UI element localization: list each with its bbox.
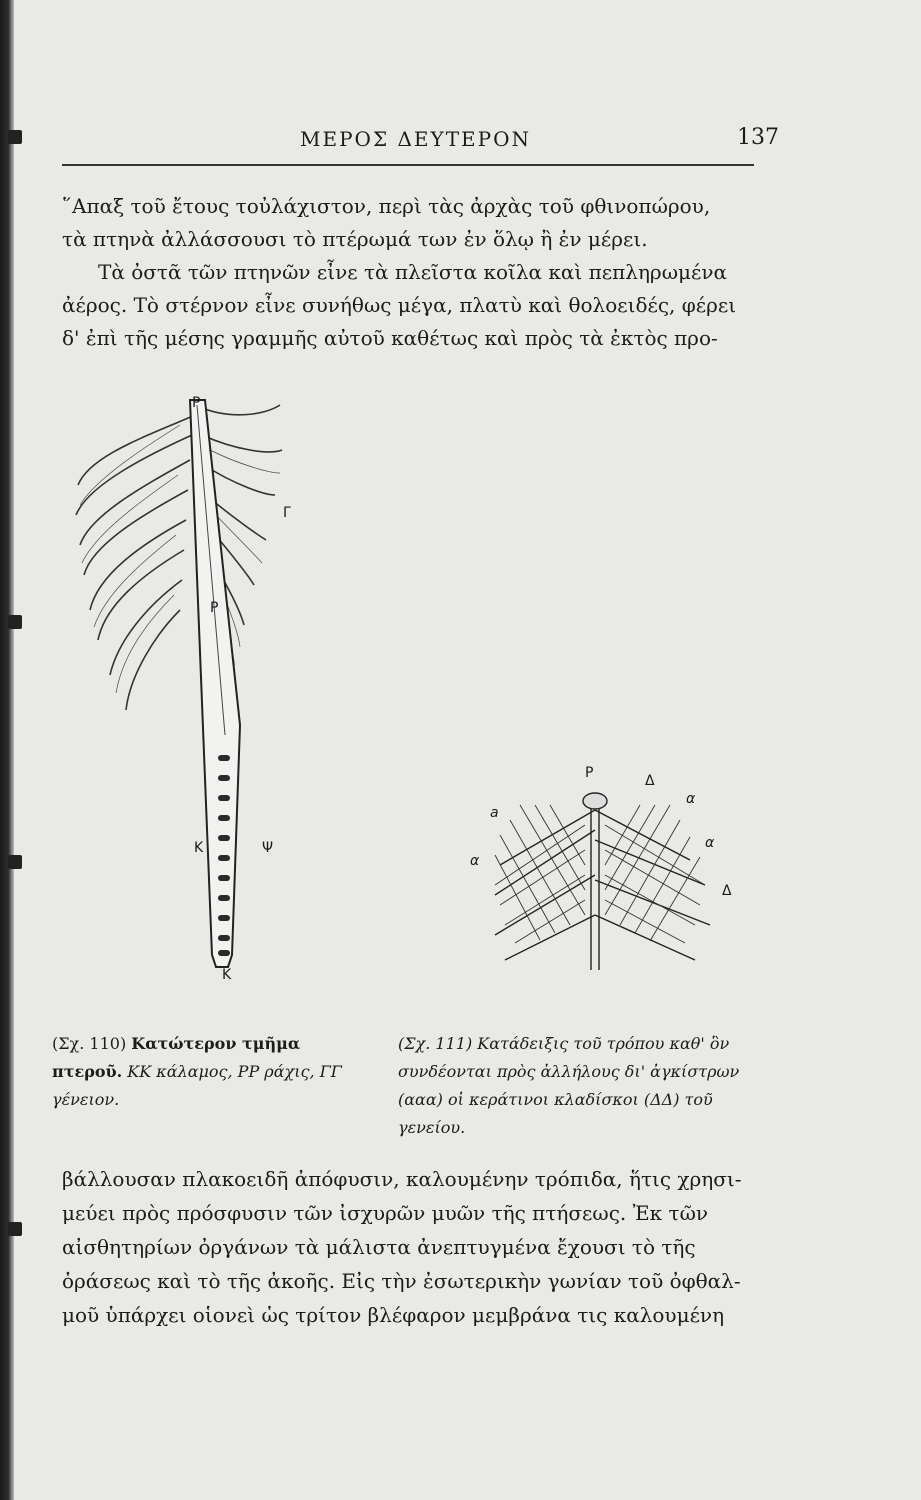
closing-paragraph (62, 1162, 767, 1332)
text-line: ῞Απαξ τοῦ ἔτους τοὐλάχιστον, περὶ τὰς ἀρχὰς τοῦ φθινοπώρου, (62, 194, 711, 218)
feather-figure (70, 395, 320, 995)
text-line: ἀέρος. Τὸ στέρνον εἶνε συνήθως μέγα, πλατὺ καὶ θολοειδές, φέρει (62, 293, 737, 317)
feather-label-calamus-left: K (194, 840, 204, 856)
barb-label-rachis: P (585, 765, 594, 781)
binding-thread-mark (8, 615, 22, 629)
barb-label-hook-left: a (490, 805, 499, 821)
text-line: ὁράσεως καὶ τὸ τῆς ἀκοῆς. Εἰς τὴν ἐσωτερικὴν γωνίαν τοῦ ὀφθαλ- (62, 1269, 741, 1293)
text-line: δ' ἐπὶ τῆς μέσης γραμμῆς αὐτοῦ καθέτως καὶ πρὸς τὰ ἐκτὸς προ- (62, 326, 718, 350)
barb-hook-drawing (460, 765, 750, 980)
barb-hook-figure (460, 765, 750, 980)
feather-label-vane: Γ (283, 505, 291, 521)
barb-label-barb-right: Δ (722, 883, 732, 899)
text-line: μοῦ ὑπάρχει οἱονεὶ ὡς τρίτον βλέφαρον μεμβράνα τις καλουμένη (62, 1303, 725, 1327)
figure-110-caption (52, 1030, 372, 1114)
text-line: τὰ πτηνὰ ἀλλάσσουσι τὸ πτέρωμά των ἐν ὅλῳ ἢ ἐν μέρει. (62, 227, 648, 251)
intro-paragraph (62, 190, 767, 355)
text-line: μεύει πρὸς πρόσφυσιν τῶν ἰσχυρῶν μυῶν τῆς πτήσεως. Ἐκ τῶν (62, 1201, 709, 1225)
figure-110-number: (Σχ. 110) (52, 1034, 127, 1053)
figure-111-body: Κατάδειξις τοῦ τρόπου καθ' ὃν συνδέονται πρὸς ἀλλήλους δι' ἀγκίστρων (ααα) οἱ κεράτινοι κλαδίσκοι (ΔΔ) τοῦ γενείου. (398, 1034, 740, 1137)
binding-thread-mark (8, 1222, 22, 1236)
text-line: αἰσθητηρίων ὀργάνων τὰ μάλιστα ἀνεπτυγμένα ἔχουσι τὸ τῆς (62, 1235, 696, 1259)
binding-thread-mark (8, 130, 22, 144)
feather-label-calamus-bottom: K (222, 967, 232, 983)
book-binding-shadow (0, 0, 14, 1500)
text-line: βάλλουσαν πλακοειδῆ ἀπόφυσιν, καλουμένην τρόπιδα, ἥτις χρησι- (62, 1167, 742, 1191)
running-header (62, 125, 779, 163)
running-title: ΜΕΡΟΣ ΔΕΥΤΕΡΟΝ (300, 127, 531, 151)
header-rule (62, 164, 754, 166)
feather-drawing (70, 395, 320, 995)
barb-label-hook-lower-left: α (470, 853, 480, 869)
figure-111-number: (Σχ. 111) (398, 1034, 473, 1053)
page-number: 137 (737, 125, 779, 150)
barb-label-barb-top: Δ (645, 773, 655, 789)
feather-label-psi: Ψ (262, 840, 274, 856)
figure-110-title: Κατώτερον τμῆμα πτεροῦ. (52, 1034, 301, 1081)
text-line: Τὰ ὀστᾶ τῶν πτηνῶν εἶνε τὰ πλεῖστα κοῖλα καὶ πεπληρωμένα (98, 260, 728, 284)
barb-label-hook-lower-right: α (705, 835, 715, 851)
figure-111-caption (398, 1030, 768, 1142)
feather-label-rachis-top: P (192, 395, 201, 411)
barb-label-hook-right: α (686, 791, 696, 807)
figure-110-body: ΚΚ κάλαμος, ΡΡ ράχις, ΓΓ γένειον. (52, 1062, 342, 1109)
feather-label-rachis-mid: P (210, 600, 219, 616)
binding-thread-mark (8, 855, 22, 869)
